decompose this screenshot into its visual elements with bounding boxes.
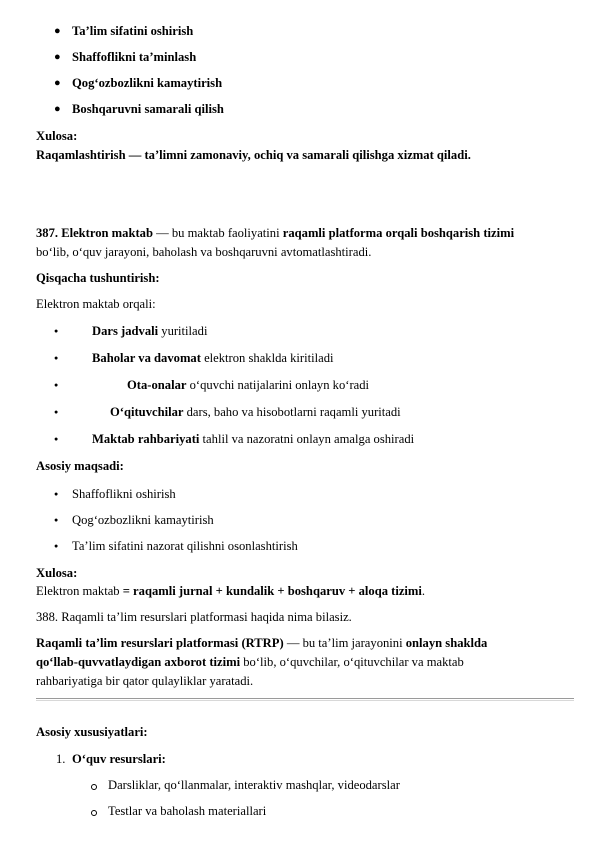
list-item: Ta’lim sifatini oshirish xyxy=(72,24,194,38)
list-item: Qog‘ozbozlikni kamaytirish xyxy=(72,513,214,527)
item-text: dars, baho va hisobotlarni raqamli yuritadi xyxy=(183,405,401,419)
circle-bullet-icon xyxy=(91,810,97,816)
bullet-icon: ● xyxy=(54,51,61,63)
numbered-item: O‘quv resurslari: xyxy=(72,752,166,766)
bullet-icon: ● xyxy=(54,77,61,89)
summary-pre: Elektron maktab xyxy=(36,584,123,598)
bullet-icon: ● xyxy=(54,408,59,416)
list-item xyxy=(92,323,207,339)
item-bold: Baholar va davomat xyxy=(92,351,201,365)
q387-summary-label: Xulosa: xyxy=(36,566,78,580)
sub-list-item: Testlar va baholash materiallari xyxy=(108,804,267,818)
list-item: Ta’lim sifatini nazorat qilishni osonlashtirish xyxy=(72,539,298,553)
item-bold: Ota-onalar xyxy=(127,378,187,392)
q387-explain-label: Qisqacha tushuntirish: xyxy=(36,271,160,285)
item-bold: O‘qituvchilar xyxy=(110,405,184,419)
item-text: elektron shaklda kiritiladi xyxy=(200,351,334,365)
q387-via: Elektron maktab orqali: xyxy=(36,297,156,311)
q388-line2 xyxy=(36,654,464,670)
bullet-icon: ● xyxy=(54,103,61,115)
bullet-icon: ● xyxy=(54,327,59,335)
bullet-icon: ● xyxy=(54,381,59,389)
list-item: Shaffoflikni oshirish xyxy=(72,487,176,501)
list-item xyxy=(92,350,334,366)
list-item xyxy=(127,377,369,393)
q388-line1 xyxy=(36,635,487,651)
q387-paragraph xyxy=(36,225,514,241)
q387-goal-label: Asosiy maqsadi: xyxy=(36,459,124,473)
item-bold: Maktab rahbariyati xyxy=(92,432,200,446)
q388-question: 388. Raqamli ta’lim resurslari platformasi haqida nima bilasiz. xyxy=(36,610,352,624)
bullet-icon: ● xyxy=(54,354,59,362)
summary-text: Raqamlashtirish — ta’limni zamonaviy, ochiq va samarali qilishga xizmat qiladi. xyxy=(36,148,471,162)
rtrp-term: Raqamli ta’lim resurslari platformasi (RTRP) xyxy=(36,636,284,650)
q387-line2: bo‘lib, o‘quv jarayoni, baholash va boshqaruvni avtomatlashtiradi. xyxy=(36,245,372,259)
sub-list-item: Darsliklar, qo‘llanmalar, interaktiv mashqlar, videodarslar xyxy=(108,778,400,792)
list-item: Qog‘ozbozlikni kamaytirish xyxy=(72,76,223,90)
q388-bold2: onlayn shaklda xyxy=(405,636,488,650)
item-bold: Dars jadvali xyxy=(92,324,159,338)
bullet-icon: ● xyxy=(54,516,59,524)
list-item xyxy=(110,404,401,420)
q388-mid: — bu ta’lim jarayonini xyxy=(283,636,406,650)
q387-bold-term: raqamli platforma orqali boshqarish tizimi xyxy=(282,226,515,240)
bullet-icon: ● xyxy=(54,542,59,550)
summary-bold: = raqamli jurnal + kundalik + boshqaruv + aloqa tizimi xyxy=(122,584,422,598)
q388-bold3: qo‘llab-quvvatlaydigan axborot tizimi xyxy=(36,655,241,669)
circle-bullet-icon xyxy=(91,784,97,790)
features-label: Asosiy xususiyatlari: xyxy=(36,725,148,739)
item-text: yuritiladi xyxy=(158,324,208,338)
list-number: 1. xyxy=(56,752,66,766)
q387-title: 387. Elektron maktab xyxy=(36,226,153,240)
summary-label: Xulosa: xyxy=(36,129,78,143)
bullet-icon: ● xyxy=(54,435,59,443)
list-item xyxy=(92,431,414,447)
q387-dash: — bu maktab faoliyatini xyxy=(152,226,283,240)
list-item: Shaffoflikni ta’minlash xyxy=(72,50,197,64)
horizontal-divider xyxy=(36,698,574,701)
item-text: o‘quvchi natijalarini onlayn ko‘radi xyxy=(186,378,370,392)
bullet-icon: ● xyxy=(54,25,61,37)
list-item: Boshqaruvni samarali qilish xyxy=(72,102,224,116)
item-text: tahlil va nazoratni onlayn amalga oshiradi xyxy=(199,432,415,446)
q388-line2-rest: bo‘lib, o‘quvchilar, o‘qituvchilar va maktab xyxy=(240,655,464,669)
q388-line3: rahbariyatiga bir qator qulayliklar yaratadi. xyxy=(36,674,254,688)
bullet-icon: ● xyxy=(54,490,59,498)
q387-summary xyxy=(36,583,425,599)
summary-end: . xyxy=(421,584,426,598)
